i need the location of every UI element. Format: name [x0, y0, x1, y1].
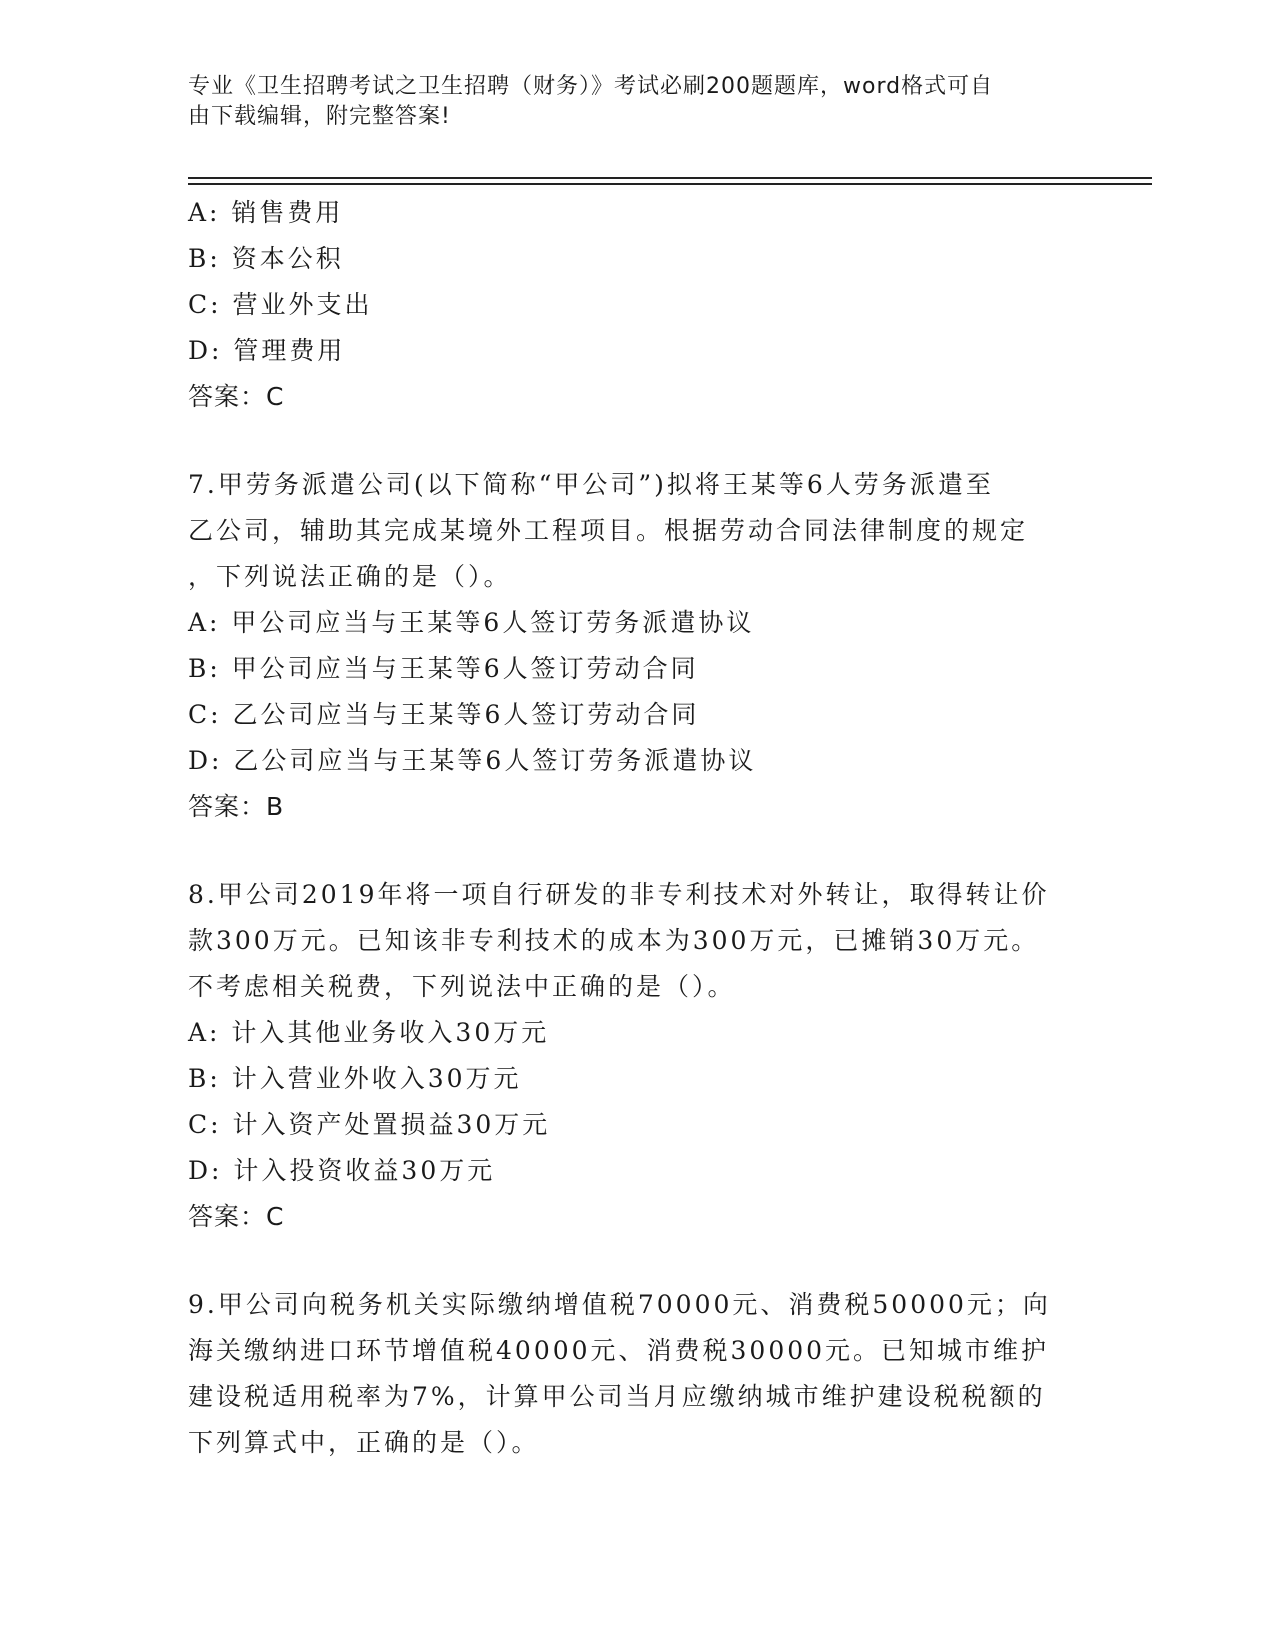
q9-stem-line-2: 海关缴纳进口环节增值税40000元、消费税30000元。已知城市维护 — [188, 1336, 1050, 1365]
q7-stem-line-1: 7.甲劳务派遣公司(以下简称“甲公司”)拟将王某等6人劳务派遣至 — [188, 470, 994, 499]
q8-stem-line-3: 不考虑相关税费，下列说法中正确的是（）。 — [188, 972, 736, 1001]
q8-stem-line-1: 8.甲公司2019年将一项自行研发的非专利技术对外转让，取得转让价 — [188, 880, 1050, 909]
document-header — [188, 72, 1088, 132]
q6-option-d: D: 管理费用 — [188, 336, 346, 365]
q7-answer: 答案：B — [188, 792, 285, 821]
question-8 — [188, 872, 1088, 1240]
q9-stem-line-4: 下列算式中，正确的是（）。 — [188, 1428, 540, 1457]
q8-option-d: D: 计入投资收益30万元 — [188, 1156, 496, 1185]
q8-option-a: A: 计入其他业务收入30万元 — [188, 1018, 550, 1047]
q7-stem-line-3: ，下列说法正确的是（）。 — [188, 562, 512, 591]
q6-option-c: C: 营业外支出 — [188, 290, 373, 319]
q7-option-d: D: 乙公司应当与王某等6人签订劳务派遣协议 — [188, 746, 757, 775]
question-7 — [188, 462, 1088, 830]
document-body — [188, 190, 1088, 1466]
q8-answer: 答案：C — [188, 1202, 285, 1231]
header-divider-bottom — [188, 183, 1152, 185]
q7-stem-line-2: 乙公司，辅助其完成某境外工程项目。根据劳动合同法律制度的规定 — [188, 516, 1029, 545]
q9-stem-line-1: 9.甲公司向税务机关实际缴纳增值税70000元、消费税50000元；向 — [188, 1290, 1051, 1319]
q6-option-b: B: 资本公积 — [188, 244, 344, 273]
q6-answer: 答案：C — [188, 382, 285, 411]
q6-option-a: A: 销售费用 — [188, 198, 344, 227]
q8-option-c: C: 计入资产处置损益30万元 — [188, 1110, 551, 1139]
q9-stem-line-3: 建设税适用税率为7%，计算甲公司当月应缴纳城市维护建设税税额的 — [188, 1382, 1046, 1411]
q7-option-c: C: 乙公司应当与王某等6人签订劳动合同 — [188, 700, 700, 729]
header-divider-top — [188, 177, 1152, 179]
q8-option-b: B: 计入营业外收入30万元 — [188, 1064, 522, 1093]
question-9 — [188, 1282, 1088, 1466]
q7-option-b: B: 甲公司应当与王某等6人签订劳动合同 — [188, 654, 699, 683]
question-6-options — [188, 190, 1088, 420]
header-line-2: 由下载编辑，附完整答案! — [188, 104, 451, 129]
q7-option-a: A: 甲公司应当与王某等6人签订劳务派遣协议 — [188, 608, 755, 637]
q8-stem-line-2: 款300万元。已知该非专利技术的成本为300万元，已摊销30万元。 — [188, 926, 1040, 955]
header-line-1: 专业《卫生招聘考试之卫生招聘（财务）》考试必刷200题题库，word格式可自 — [188, 74, 994, 99]
